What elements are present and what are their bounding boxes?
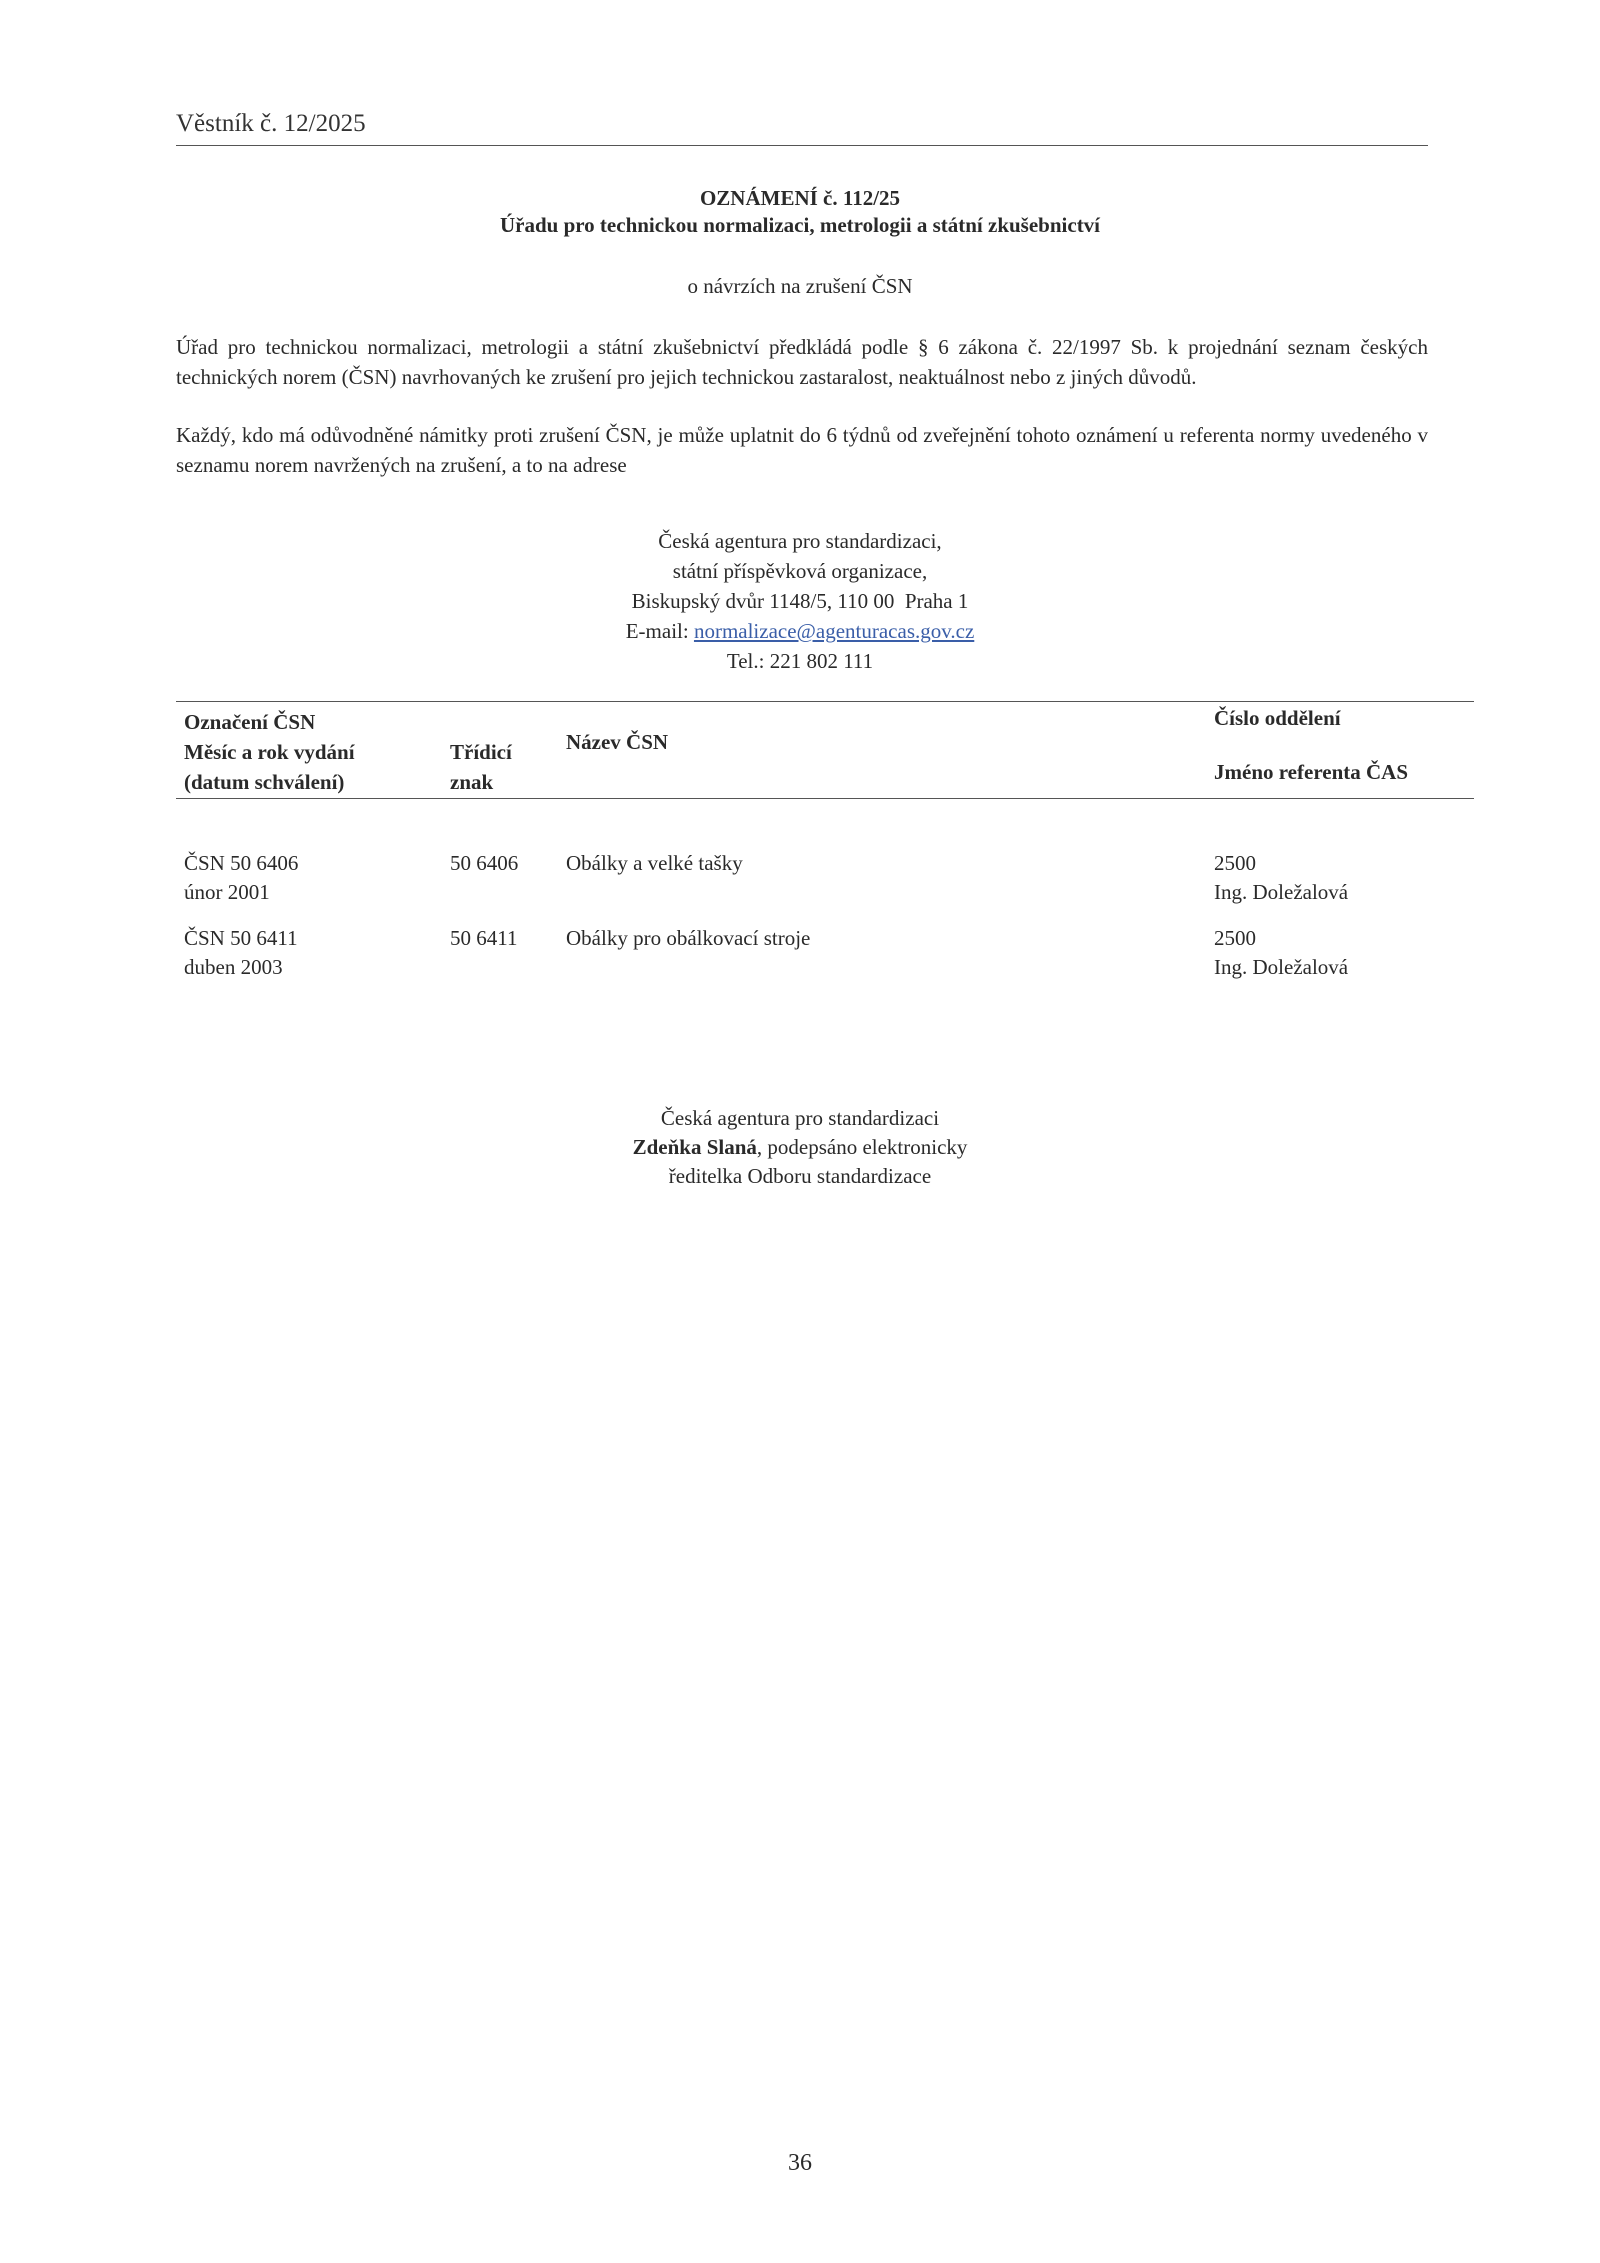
header-class-code	[450, 737, 512, 797]
email-link[interactable]: normalizace@agenturacas.gov.cz	[693, 619, 975, 643]
row-referent: Ing. Doležalová	[1214, 880, 1349, 904]
address-block	[0, 526, 1600, 676]
address-phone: Tel.: 221 802 111	[726, 649, 874, 673]
email-label: E-mail:	[625, 619, 694, 643]
header-referent: Jméno referenta ČAS	[1214, 760, 1409, 784]
header-department: Číslo oddělení	[1214, 706, 1341, 730]
address-line-org: Česká agentura pro standardizaci,	[658, 529, 942, 553]
signature-note: , podepsáno elektronicky	[756, 1135, 968, 1159]
row-designation: ČSN 50 6411	[184, 926, 298, 950]
notice-subtitle: Úřadu pro technickou normalizaci, metrologii a státní zkušebnictví	[499, 213, 1101, 237]
row-name: Obálky a velké tašky	[566, 851, 743, 875]
row-date: únor 2001	[184, 880, 270, 904]
row-designation: ČSN 50 6406	[184, 851, 299, 875]
row-designation-cell	[184, 849, 298, 907]
row-designation-cell	[184, 924, 298, 982]
notice-title: OZNÁMENÍ č. 112/25	[699, 186, 901, 210]
signature-block	[0, 1104, 1600, 1191]
signatory-name: Zdeňka Slaná	[632, 1135, 757, 1159]
row-department: 2500	[1214, 926, 1256, 950]
intro-paragraph: Úřad pro technickou normalizaci, metrologii a státní zkušebnictví předkládá podle § 6 zákona č. 22/1997 Sb. k projednání seznam českých technických norem (ČSN) navrhovaných ke zrušení pro jejich technickou zastaralost, neaktuálnost nebo z jiných důvodů.	[176, 335, 1428, 389]
header-issue-date-label: Měsíc a rok vydání	[184, 740, 355, 764]
header-divider	[176, 145, 1428, 146]
header-class-code-line2: znak	[450, 770, 494, 794]
row-date: duben 2003	[184, 955, 283, 979]
signature-org: Česká agentura pro standardizaci	[660, 1106, 940, 1130]
header-designation	[184, 707, 355, 797]
notice-topic: o návrzích na zrušení ČSN	[687, 274, 913, 298]
row-department: 2500	[1214, 851, 1256, 875]
table-top-rule	[176, 701, 1474, 702]
signature-line	[0, 1133, 1600, 1162]
row-class-code: 50 6406	[450, 851, 519, 875]
header-class-code-line1: Třídicí	[450, 740, 512, 764]
address-line-street: Biskupský dvůr 1148/5, 110 00 Praha 1	[631, 589, 969, 613]
table-header-rule	[176, 798, 1474, 799]
row-department-cell	[1214, 849, 1348, 907]
objection-paragraph: Každý, kdo má odůvodněné námitky proti zrušení ČSN, je může uplatnit do 6 týdnů od zveřejnění tohoto oznámení u referenta normy uvedeného v seznamu norem navržených na zrušení, a to na adrese	[176, 423, 1428, 477]
header-name: Název ČSN	[566, 730, 669, 754]
address-email-line	[0, 616, 1600, 646]
header-designation-label: Označení ČSN	[184, 710, 316, 734]
signatory-role: ředitelka Odboru standardizace	[668, 1164, 932, 1188]
bulletin-header: Věstník č. 12/2025	[176, 110, 366, 137]
address-line-type: státní příspěvková organizace,	[672, 559, 928, 583]
row-name: Obálky pro obálkovací stroje	[566, 926, 811, 950]
header-approval-date-label: (datum schválení)	[184, 770, 345, 794]
row-department-cell	[1214, 924, 1348, 982]
row-referent: Ing. Doležalová	[1214, 955, 1349, 979]
row-class-code: 50 6411	[450, 926, 518, 950]
page-number: 36	[788, 2150, 812, 2176]
